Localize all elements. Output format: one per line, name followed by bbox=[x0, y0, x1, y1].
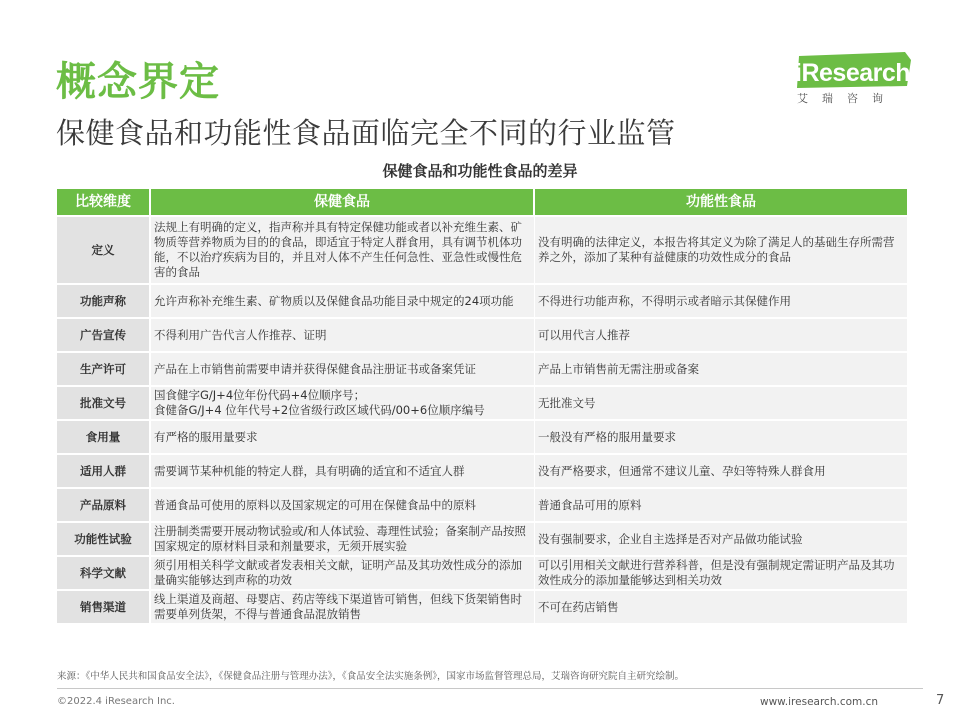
page-number: 7 bbox=[936, 693, 945, 708]
row-health-food-cell: 国食健字G/J+4位年份代码+4位顺序号； 食健备G/J+4 位年代号+2位省级行政区域代码/00+6位顺序编号 bbox=[151, 387, 535, 419]
header-functional-food: 功能性食品 bbox=[535, 189, 907, 215]
row-functional-food-cell: 不可在药店销售 bbox=[535, 591, 907, 623]
row-dimension: 适用人群 bbox=[57, 455, 151, 487]
table-row bbox=[57, 319, 907, 353]
row-functional-food-cell: 产品上市销售前无需注册或备案 bbox=[535, 353, 907, 385]
website-link[interactable]: www.iresearch.com.cn bbox=[760, 696, 879, 708]
row-dimension: 食用量 bbox=[57, 421, 151, 453]
row-dimension: 功能性试验 bbox=[57, 523, 151, 555]
row-dimension: 产品原料 bbox=[57, 489, 151, 521]
row-health-food-cell: 允许声称补充维生素、矿物质以及保健食品功能目录中规定的24项功能 bbox=[151, 285, 535, 317]
row-health-food-cell: 有严格的服用量要求 bbox=[151, 421, 535, 453]
row-health-food-cell: 须引用相关科学文献或者发表相关文献，证明产品及其功效性成分的添加量确实能够达到声称的功效 bbox=[151, 557, 535, 589]
table-row bbox=[57, 421, 907, 455]
table-row bbox=[57, 489, 907, 523]
footer-divider bbox=[57, 688, 923, 689]
table-row bbox=[57, 523, 907, 557]
table-row bbox=[57, 285, 907, 319]
row-functional-food-cell: 普通食品可用的原料 bbox=[535, 489, 907, 521]
iresearch-logo bbox=[793, 52, 913, 108]
row-health-food-cell: 注册制类需要开展动物试验或/和人体试验、毒理性试验；备案制产品按照国家规定的原材料目录和剂量要求，无须开展实验 bbox=[151, 523, 535, 555]
table-row bbox=[57, 387, 907, 421]
row-functional-food-cell: 无批准文号 bbox=[535, 387, 907, 419]
row-dimension: 功能声称 bbox=[57, 285, 151, 317]
row-health-food-cell: 产品在上市销售前需要申请并获得保健食品注册证书或备案凭证 bbox=[151, 353, 535, 385]
table-row bbox=[57, 455, 907, 489]
row-functional-food-cell: 可以用代言人推荐 bbox=[535, 319, 907, 351]
row-health-food-cell: 不得利用广告代言人作推荐、证明 bbox=[151, 319, 535, 351]
logo-wordmark bbox=[795, 58, 910, 88]
table-row bbox=[57, 217, 907, 285]
table-title: 保健食品和功能性食品的差异 bbox=[382, 162, 578, 180]
row-health-food-cell: 需要调节某种机能的特定人群，具有明确的适宜和不适宜人群 bbox=[151, 455, 535, 487]
table-row bbox=[57, 557, 907, 591]
logo-wordmark-rest: Research bbox=[801, 59, 911, 87]
row-functional-food-cell: 一般没有严格的服用量要求 bbox=[535, 421, 907, 453]
row-health-food-cell: 法规上有明确的定义，指声称并具有特定保健功能或者以补充维生素、矿物质等营养物质为目的的食品，即适宜于特定人群食用，具有调节机体功能，不以治疗疾病为目的，并且对人体不产生任何急性、亚急性或慢性危害的食品 bbox=[151, 217, 535, 283]
row-dimension: 定义 bbox=[57, 217, 151, 283]
row-functional-food-cell: 没有强制要求，企业自主选择是否对产品做功能试验 bbox=[535, 523, 907, 555]
row-functional-food-cell: 不得进行功能声称，不得明示或者暗示其保健作用 bbox=[535, 285, 907, 317]
table-row bbox=[57, 353, 907, 387]
header-dimension: 比较维度 bbox=[57, 189, 151, 215]
page-title: 概念界定 bbox=[56, 59, 220, 105]
table-row bbox=[57, 591, 907, 625]
page-subtitle: 保健食品和功能性食品面临完全不同的行业监管 bbox=[56, 116, 676, 150]
row-health-food-cell: 普通食品可使用的原料以及国家规定的可用在保健食品中的原料 bbox=[151, 489, 535, 521]
row-dimension: 生产许可 bbox=[57, 353, 151, 385]
header-health-food: 保健食品 bbox=[151, 189, 535, 215]
table-header-row bbox=[57, 189, 907, 217]
row-functional-food-cell: 没有明确的法律定义，本报告将其定义为除了满足人的基础生存所需营养之外，添加了某种有益健康的功效性成分的食品 bbox=[535, 217, 907, 283]
row-functional-food-cell: 可以引用相关文献进行营养科普，但是没有强制规定需证明产品及其功效性成分的添加量能够达到相关功效 bbox=[535, 557, 907, 589]
row-dimension: 广告宣传 bbox=[57, 319, 151, 351]
copyright: ©2022.4 iResearch Inc. bbox=[57, 696, 175, 707]
source-note: 来源：《中华人民共和国食品安全法》，《保健食品注册与管理办法》，《食品安全法实施条例》，国家市场监督管理总局，艾瑞咨询研究院自主研究绘制。 bbox=[57, 671, 685, 682]
logo-wordmark-i: i bbox=[795, 59, 802, 87]
row-functional-food-cell: 没有严格要求，但通常不建议儿童、孕妇等特殊人群食用 bbox=[535, 455, 907, 487]
row-dimension: 销售渠道 bbox=[57, 591, 151, 623]
row-dimension: 批准文号 bbox=[57, 387, 151, 419]
logo-subtitle: 艾瑞咨询 bbox=[797, 92, 897, 105]
row-dimension: 科学文献 bbox=[57, 557, 151, 589]
comparison-table bbox=[57, 189, 907, 625]
row-health-food-cell: 线上渠道及商超、母婴店、药店等线下渠道皆可销售，但线下货架销售时需要单列货架，不得与普通食品混放销售 bbox=[151, 591, 535, 623]
